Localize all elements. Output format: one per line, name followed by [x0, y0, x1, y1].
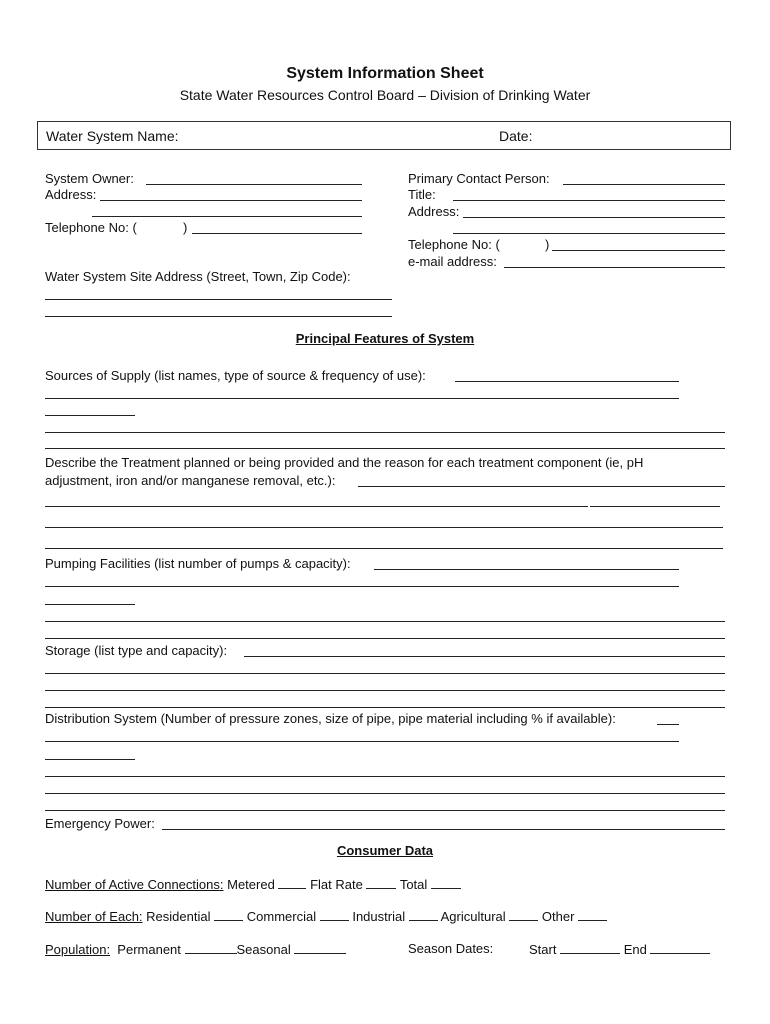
contact-address-line[interactable]: [463, 217, 725, 218]
sources-line-4[interactable]: [45, 432, 725, 433]
treatment-label: Describe the Treatment planned or being provided and the reason for each treatment component (ie, pH: [45, 455, 644, 470]
contact-title-line[interactable]: [453, 200, 725, 201]
agricultural-label: Agricultural: [440, 909, 506, 924]
season-dates-row: [529, 941, 710, 958]
residential-label: Residential: [146, 909, 211, 924]
consumer-data-heading: Consumer Data: [336, 843, 434, 858]
treatment-line-2[interactable]: [45, 506, 588, 507]
sources-line-2[interactable]: [45, 398, 679, 399]
permanent-line[interactable]: [185, 941, 237, 954]
other-line[interactable]: [578, 908, 607, 921]
seasonal-line[interactable]: [294, 941, 346, 954]
pumping-line-4[interactable]: [45, 621, 725, 622]
flat-rate-line[interactable]: [366, 876, 396, 889]
total-line[interactable]: [431, 876, 461, 889]
distribution-line-3[interactable]: [45, 759, 135, 760]
distribution-label: Distribution System (Number of pressure zones, size of pipe, pipe material including % if available):: [45, 711, 616, 726]
number-of-each-label: Number of Each:: [45, 909, 143, 924]
start-label: Start: [529, 942, 557, 957]
storage-line-4[interactable]: [45, 707, 725, 708]
contact-address-line-2[interactable]: [453, 233, 725, 234]
end-line[interactable]: [650, 941, 710, 954]
total-label: Total: [399, 877, 428, 892]
distribution-line-5[interactable]: [45, 793, 725, 794]
owner-address-line-2[interactable]: [92, 216, 362, 217]
treatment-line[interactable]: [358, 486, 725, 487]
residential-line[interactable]: [214, 908, 243, 921]
metered-label: Metered: [227, 877, 275, 892]
site-address-line[interactable]: [45, 299, 392, 300]
seasonal-label: Seasonal: [236, 942, 291, 957]
emergency-power-label: Emergency Power:: [45, 816, 155, 831]
site-address-label: Water System Site Address (Street, Town, Zip Code):: [45, 269, 351, 284]
sources-of-supply-label: Sources of Supply (list names, type of source & frequency of use):: [45, 368, 426, 383]
distribution-line-2[interactable]: [45, 741, 679, 742]
date-label: Date:: [499, 128, 533, 144]
distribution-line-6[interactable]: [45, 810, 725, 811]
storage-label: Storage (list type and capacity):: [45, 643, 228, 658]
storage-line[interactable]: [244, 656, 725, 657]
distribution-line-4[interactable]: [45, 776, 725, 777]
active-connections-label: Number of Active Connections:: [45, 877, 224, 892]
owner-address-line[interactable]: [100, 200, 362, 201]
contact-telephone-line[interactable]: [552, 250, 725, 251]
population-label: Population:: [45, 942, 111, 957]
number-of-each-row: [45, 908, 607, 925]
other-label: Other: [541, 909, 575, 924]
pumping-line[interactable]: [374, 569, 679, 570]
storage-line-3[interactable]: [45, 690, 725, 691]
contact-address-label: Address:: [408, 204, 460, 219]
treatment-label-2: adjustment, iron and/or manganese removal, etc.):: [45, 473, 336, 488]
page-subtitle: State Water Resources Control Board – Division of Drinking Water: [179, 87, 591, 103]
storage-line-2[interactable]: [45, 673, 725, 674]
commercial-line[interactable]: [320, 908, 349, 921]
primary-contact-label: Primary Contact Person:: [408, 171, 550, 186]
treatment-line-4[interactable]: [45, 548, 723, 549]
industrial-label: Industrial: [352, 909, 406, 924]
pumping-line-2[interactable]: [45, 586, 679, 587]
sources-line-3[interactable]: [45, 415, 135, 416]
primary-contact-line[interactable]: [563, 184, 725, 185]
population-row-left: [45, 941, 346, 958]
permanent-label: Permanent: [117, 942, 181, 957]
emergency-power-line[interactable]: [162, 829, 725, 830]
principal-features-heading: Principal Features of System: [295, 331, 475, 346]
page-title: System Information Sheet: [286, 65, 484, 82]
season-dates-label: Season Dates:: [408, 941, 494, 956]
start-line[interactable]: [560, 941, 620, 954]
system-owner-line[interactable]: [146, 184, 362, 185]
system-owner-label: System Owner:: [45, 171, 134, 186]
contact-email-line[interactable]: [504, 267, 725, 268]
site-address-line-2[interactable]: [45, 316, 392, 317]
distribution-line[interactable]: [657, 724, 679, 725]
end-label: End: [623, 942, 647, 957]
contact-telephone-label: Telephone No: (: [408, 237, 500, 252]
treatment-line-2b[interactable]: [590, 506, 720, 507]
metered-line[interactable]: [278, 876, 306, 889]
water-system-name-label: Water System Name:: [46, 128, 179, 144]
owner-telephone-label: Telephone No: (: [45, 220, 137, 235]
owner-telephone-line[interactable]: [192, 233, 362, 234]
agricultural-line[interactable]: [509, 908, 538, 921]
owner-telephone-close: ): [183, 220, 188, 235]
active-connections-row: [45, 876, 461, 893]
pumping-line-5[interactable]: [45, 638, 725, 639]
contact-email-label: e-mail address:: [408, 254, 497, 269]
sources-line[interactable]: [455, 381, 679, 382]
industrial-line[interactable]: [409, 908, 438, 921]
commercial-label: Commercial: [246, 909, 317, 924]
contact-telephone-close: ): [545, 237, 550, 252]
owner-address-label: Address:: [45, 187, 97, 202]
contact-title-label: Title:: [408, 187, 436, 202]
flat-rate-label: Flat Rate: [310, 877, 363, 892]
pumping-line-3[interactable]: [45, 604, 135, 605]
sources-line-5[interactable]: [45, 448, 725, 449]
pumping-label: Pumping Facilities (list number of pumps & capacity):: [45, 556, 351, 571]
treatment-line-3[interactable]: [45, 527, 723, 528]
